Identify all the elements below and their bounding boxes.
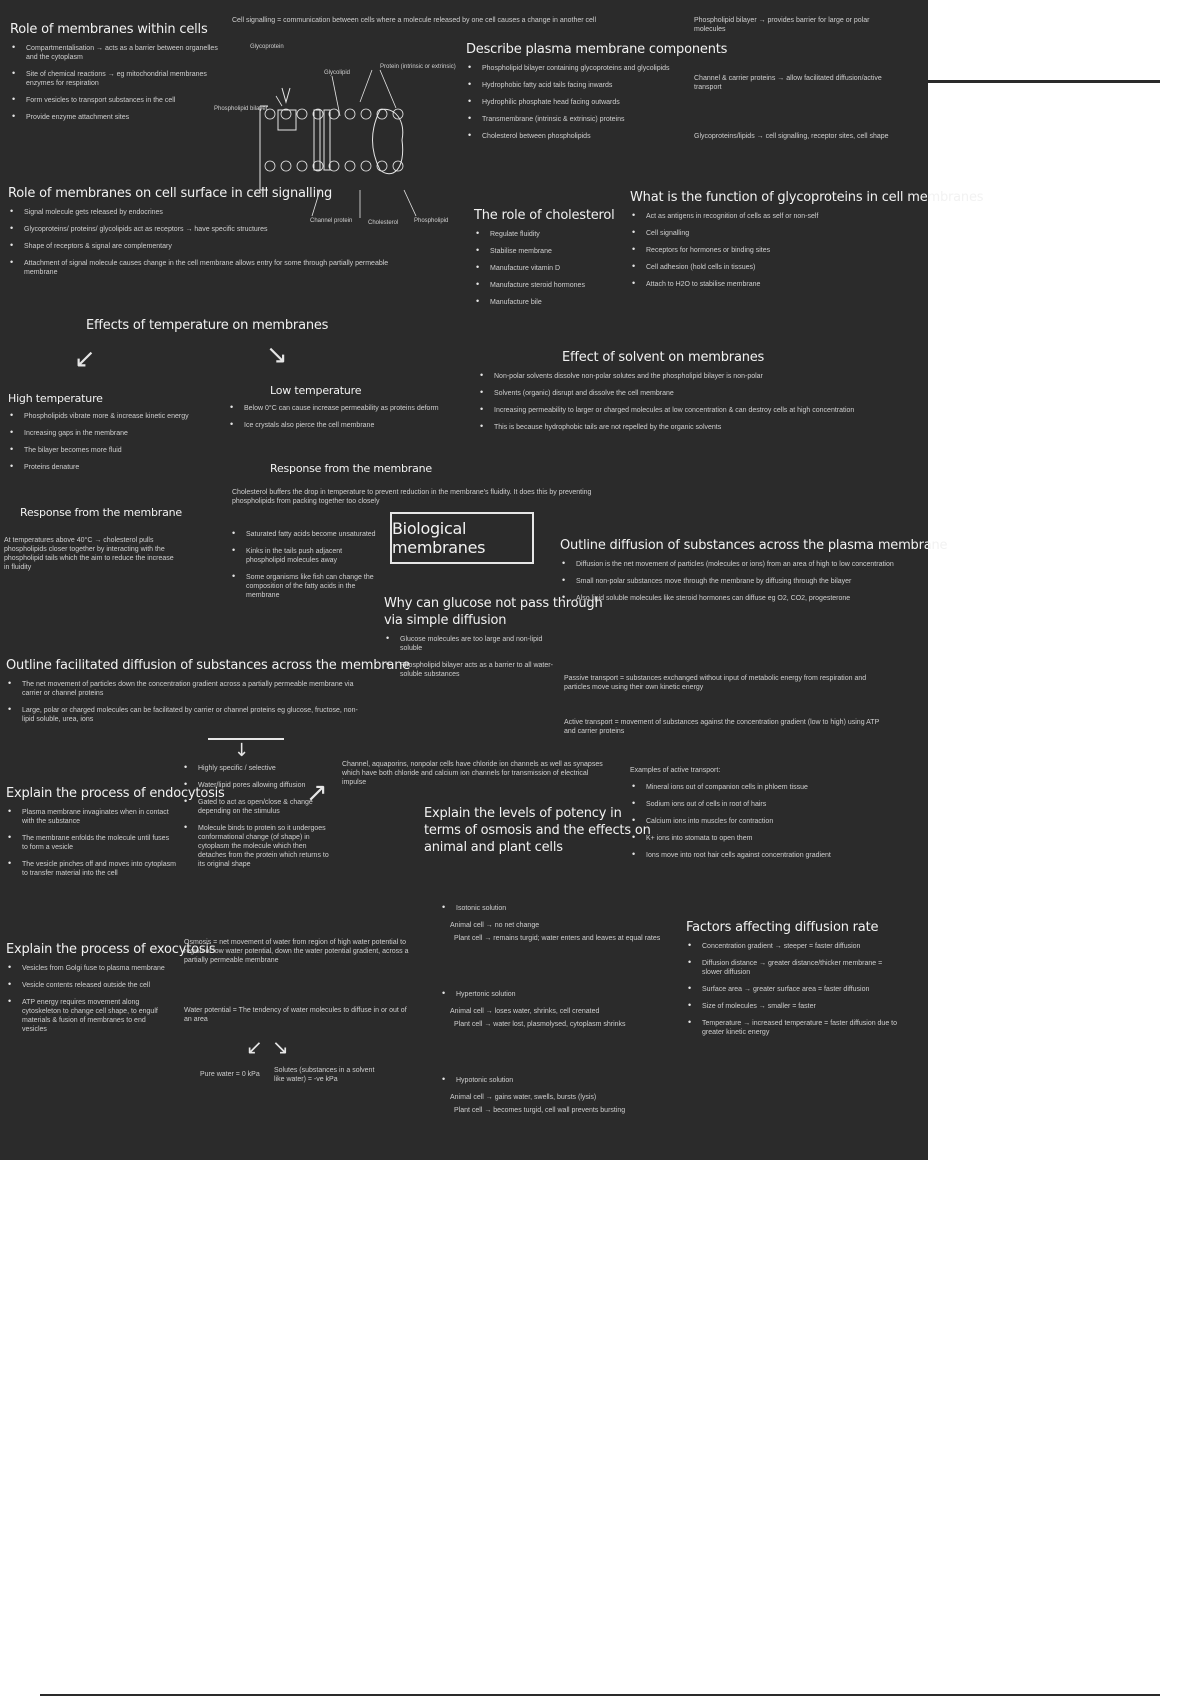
list-item: • Cell signalling: [630, 229, 920, 238]
hypotonic-label: • Hypotonic solution: [440, 1076, 690, 1085]
label-cholesterol: Cholesterol: [368, 220, 399, 226]
right-note: Glycoproteins/lipids → cell signalling, receptor sites, cell shape: [694, 133, 889, 140]
low-response-text: Cholesterol buffers the drop in temperature to prevent reduction in the membrane's fluidity. It does this by preventing phospholipids from packing together too closely: [232, 489, 592, 505]
hypertonic-plant: Plant cell → water lost, plasmolysed, cytoplasm shrinks: [454, 1021, 626, 1028]
phospholipid-head: [393, 109, 403, 119]
solvent-section: [478, 350, 898, 440]
list-item: • Site of chemical reactions → eg mitochondrial membranes enzymes for respiration: [10, 70, 220, 88]
low-temperature-list: [228, 404, 458, 430]
list-item: • ATP energy requires movement along cytoskeleton to change cell shape, to engulf materials & fusion of membranes to end vesicles: [6, 998, 166, 1034]
list-item: • Gated to act as open/close & change depending on the stimulus: [182, 798, 332, 816]
right-note: Phospholipid bilayer → provides barrier for large or polar molecules: [694, 17, 870, 33]
list-item: • Large, polar or charged molecules can be facilitated by carrier or channel proteins eg glucose, fructose, non-lipid soluble, urea, ions: [6, 706, 366, 724]
potency-title-line-3: animal and plant cells: [424, 840, 563, 855]
list-item: • The net movement of particles down the concentration gradient across a partially permeable membrane via carrier or channel proteins: [6, 680, 366, 698]
phospholipid-head: [345, 109, 355, 119]
low-response-list: [230, 530, 380, 600]
bottom-rule: [40, 1694, 1160, 1696]
glycoproteins-section: [630, 190, 984, 297]
phospholipid-head: [345, 161, 355, 171]
exocytosis-list: [6, 964, 166, 1034]
label-protein: Protein (intrinsic or extrinsic): [380, 64, 456, 70]
glycoproteins-title: What is the function of glycoproteins in cell membranes: [630, 190, 984, 205]
solvent-list: [478, 372, 898, 432]
label-glycolipid: Glycolipid: [324, 70, 351, 76]
hypotonic-animal: Animal cell → gains water, swells, bursts (lysis): [450, 1094, 597, 1101]
phospholipid-head: [361, 161, 371, 171]
roles-surface-list: [8, 208, 408, 277]
facilitated-title: Outline facilitated diffusion of substances across the membrane: [6, 658, 411, 673]
phospholipid-head: [297, 109, 307, 119]
plasma-components-list: [466, 64, 696, 141]
arrow-down-left-icon: ↙: [246, 1035, 263, 1059]
label-glycoprotein: Glycoprotein: [250, 44, 284, 50]
list-item: • Mineral ions out of companion cells in phloem tissue: [630, 783, 890, 792]
factors-list: [686, 942, 902, 1037]
list-item: • Small non-polar substances move through the membrane by diffusing through the bilayer: [560, 577, 900, 586]
roles-surface-title: Role of membranes on cell surface in cell signalling: [8, 186, 333, 201]
low-response-list-wrap: [230, 530, 380, 608]
list-item: • Sodium ions out of cells in root of hairs: [630, 800, 890, 809]
list-item: • Regulate fluidity: [474, 230, 634, 239]
exocytosis-title: Explain the process of exocytosis: [6, 942, 216, 957]
factors-section: [686, 920, 902, 1045]
arrow-up-right-icon: ↗: [306, 778, 328, 808]
phospholipid-head: [297, 161, 307, 171]
isotonic-block: [440, 904, 690, 943]
list-item: • Transmembrane (intrinsic & extrinsic) proteins: [466, 115, 696, 124]
central-title: Biological membranes: [392, 519, 486, 557]
list-item: • Manufacture steroid hormones: [474, 281, 634, 290]
list-item: • Receptors for hormones or binding sites: [630, 246, 920, 255]
arrow-down-left-icon: ↙: [74, 344, 96, 374]
arrow-down-icon: ↓: [234, 740, 250, 761]
list-item: • Molecule binds to protein so it undergoes conformational change (of shape) in cytoplasm the molecule which then detaches from the protein which returns to its original shape: [182, 824, 332, 869]
list-item: • Act as antigens in recognition of cells as self or non-self: [630, 212, 920, 221]
glucose-title-line-2: via simple diffusion: [384, 613, 507, 628]
roles-surface-section: [8, 186, 408, 285]
central-title-box: [390, 512, 534, 564]
potency-title-line-1: Explain the levels of potency in: [424, 806, 622, 821]
cell-signalling-note: Cell signalling = communication between cells where a molecule released by one cell causes a change in another cell: [232, 17, 597, 24]
list-item: • Ice crystals also pierce the cell membrane: [228, 421, 458, 430]
label-channel-protein: Channel protein: [310, 218, 353, 224]
low-response-title: Response from the membrane: [270, 462, 432, 475]
list-item: • Below 0°C can cause increase permeability as proteins deform: [228, 404, 458, 413]
active-transport-title: Examples of active transport:: [630, 767, 721, 774]
list-item: • K+ ions into stomata to open them: [630, 834, 890, 843]
glucose-section: [384, 596, 603, 687]
list-item: • Signal molecule gets released by endocrines: [8, 208, 408, 217]
list-item: • Stabilise membrane: [474, 247, 634, 256]
list-item: • Temperature → increased temperature = faster diffusion due to greater kinetic energy: [686, 1019, 902, 1037]
high-temperature-section: [8, 392, 218, 480]
list-item: • This is because hydrophobic tails are not repelled by the organic solvents: [478, 423, 898, 432]
right-note: Channel & carrier proteins → allow facilitated diffusion/active transport: [694, 75, 882, 91]
list-item: • Surface area → greater surface area = faster diffusion: [686, 985, 902, 994]
endocytosis-list: [6, 808, 176, 878]
list-item: • Water/lipid pores allowing diffusion: [182, 781, 332, 790]
channel-note: Channel, aquaporins, nonpolar cells have chloride ion channels as well as synapses which have both chloride and calcium ion channels for transmission of electrical impulse: [342, 761, 603, 786]
glycoproteins-list: [630, 212, 920, 289]
plasma-components-title: Describe plasma membrane components: [466, 42, 728, 57]
list-item: • Calcium ions into muscles for contraction: [630, 817, 890, 826]
cholesterol-list: [474, 230, 634, 307]
list-item: • Size of molecules → smaller = faster: [686, 1002, 902, 1011]
label-phospholipid: Phospholipid: [414, 218, 449, 224]
list-item: • Manufacture bile: [474, 298, 634, 307]
plasma-components-section: [466, 42, 728, 149]
solutes-text: Solutes (substances in a solvent like water) = -ve kPa: [274, 1067, 375, 1083]
factors-title: Factors affecting diffusion rate: [686, 920, 879, 935]
hypotonic-block: [440, 1076, 690, 1115]
list-item: • Vesicles from Golgi fuse to plasma membrane: [6, 964, 166, 973]
facilitated-list: [6, 680, 366, 724]
isotonic-animal: Animal cell → no net change: [450, 922, 540, 929]
list-item: • Provide enzyme attachment sites: [10, 113, 220, 122]
cholesterol-section: [474, 208, 634, 315]
list-item: • Cell adhesion (hold cells in tissues): [630, 263, 920, 272]
list-item: • Attachment of signal molecule causes change in the cell membrane allows entry for some through partially permeable membrane: [8, 259, 408, 277]
list-item: • Highly specific / selective: [182, 764, 332, 773]
diffusion-list: [560, 560, 900, 603]
high-temperature-list: [8, 412, 218, 472]
active-transport-section: [630, 766, 890, 868]
hypertonic-label: • Hypertonic solution: [440, 990, 690, 999]
potency-title-line-2: terms of osmosis and the effects on: [424, 823, 651, 838]
high-response-title: Response from the membrane: [20, 506, 182, 519]
list-item: • Diffusion distance → greater distance/thicker membrane = slower diffusion: [686, 959, 902, 977]
list-item: • Form vesicles to transport substances in the cell: [10, 96, 220, 105]
list-item: • Solvents (organic) disrupt and dissolve the cell membrane: [478, 389, 898, 398]
list-item: • Non-polar solvents dissolve non-polar solutes and the phospholipid bilayer is non-polar: [478, 372, 898, 381]
list-item: • Saturated fatty acids become unsaturated: [230, 530, 380, 539]
active-transport-text: Active transport = movement of substances against the concentration gradient (low to high) using ATP and carrier proteins: [564, 719, 880, 735]
list-item: • Attach to H2O to stabilise membrane: [630, 280, 920, 289]
list-item: • Compartmentalisation → acts as a barrier between organelles and the cytoplasm: [10, 44, 220, 62]
potency-section: [424, 806, 651, 862]
arrow-down-right-icon: ↘: [266, 340, 288, 370]
solvent-title: Effect of solvent on membranes: [562, 350, 765, 365]
cholesterol-title: The role of cholesterol: [474, 208, 615, 223]
diffusion-section: [560, 538, 948, 611]
facilitated-section: [6, 658, 411, 732]
list-item: • Increasing permeability to larger or charged molecules at low concentration & can destroy cells at high concentration: [478, 406, 898, 415]
low-temperature-title: Low temperature: [270, 384, 362, 397]
list-item: • Manufacture vitamin D: [474, 264, 634, 273]
list-item: • Phospholipids vibrate more & increase kinetic energy: [8, 412, 218, 421]
hypotonic-plant: Plant cell → becomes turgid, cell wall prevents bursting: [454, 1107, 626, 1114]
exocytosis-section: [6, 942, 216, 1042]
list-item: • Increasing gaps in the membrane: [8, 429, 218, 438]
glucose-title-line-1: Why can glucose not pass through: [384, 596, 603, 611]
endocytosis-section: [6, 786, 225, 886]
list-item: • Diffusion is the net movement of particles (molecules or ions) from an area of high to low concentration: [560, 560, 900, 569]
list-item: • Kinks in the tails push adjacent phospholipid molecules away: [230, 547, 380, 565]
label-bilayer: Phospholipid bilayer: [214, 106, 268, 112]
water-potential-text: Water potential = The tendency of water molecules to diffuse in or out of an area: [184, 1007, 407, 1023]
phospholipid-head: [281, 161, 291, 171]
osmosis-text: Osmosis = net movement of water from region of high water potential to region of low water potential, down the water potential gradient, across a partially permeable membrane: [184, 939, 409, 964]
top-rule: [928, 80, 1160, 83]
hypertonic-animal: Animal cell → loses water, shrinks, cell crenated: [450, 1008, 600, 1015]
roles-within-title: Role of membranes within cells: [10, 22, 208, 37]
arrow-down-right-icon: ↘: [272, 1035, 289, 1059]
high-response-section: [20, 506, 190, 526]
diffusion-title: Outline diffusion of substances across the plasma membrane: [560, 538, 948, 553]
list-item: • Hydrophilic phosphate head facing outwards: [466, 98, 696, 107]
list-item: • The vesicle pinches off and moves into cytoplasm to transfer material into the cell: [6, 860, 176, 878]
endocytosis-title: Explain the process of endocytosis: [6, 786, 225, 801]
list-item: • Hydrophobic fatty acid tails facing inwards: [466, 81, 696, 90]
list-item: • Shape of receptors & signal are complementary: [8, 242, 408, 251]
list-item: • Plasma membrane invaginates when in contact with the substance: [6, 808, 176, 826]
list-item: • The membrane enfolds the molecule until fuses to form a vesicle: [6, 834, 176, 852]
phospholipid-head: [265, 161, 275, 171]
list-item: • Some organisms like fish can change the composition of the fatty acids in the membrane: [230, 573, 380, 600]
low-temperature-section: [228, 384, 458, 438]
list-item: • Proteins denature: [8, 463, 218, 472]
pure-water-text: Pure water = 0 kPa: [200, 1071, 260, 1078]
passive-transport-text: Passive transport = substances exchanged without input of metabolic energy from respiration and particles move using their own kinetic energy: [564, 675, 867, 691]
phospholipid-head: [361, 109, 371, 119]
list-item: • Cholesterol between phospholipids: [466, 132, 696, 141]
list-item: • Glycoproteins/ proteins/ glycolipids act as receptors → have specific structures: [8, 225, 408, 234]
list-item: • The bilayer becomes more fluid: [8, 446, 218, 455]
list-item: • Also lipid soluble molecules like steroid hormones can diffuse eg O2, CO2, progesterone: [560, 594, 900, 603]
list-item: • Glucose molecules are too large and non-lipid soluble: [384, 635, 554, 653]
list-item: • Concentration gradient → steeper = faster diffusion: [686, 942, 902, 951]
high-response-text: At temperatures above 40°C → cholesterol pulls phospholipids closer together by interacting with the phospholipid tails which the aim to reduce the increase in fluidity: [4, 537, 174, 571]
isotonic-plant: Plant cell → remains turgid; water enters and leaves at equal rates: [454, 935, 661, 942]
list-item: • Vesicle contents released outside the cell: [6, 981, 166, 990]
low-response-section: [270, 462, 432, 482]
roles-within-section: [10, 22, 220, 130]
roles-within-list: [10, 44, 220, 122]
list-item: • Phospholipid bilayer acts as a barrier to all water-soluble substances: [384, 661, 554, 679]
list-item: • Ions move into root hair cells against concentration gradient: [630, 851, 890, 860]
active-transport-list: [630, 783, 890, 860]
hypertonic-block: [440, 990, 690, 1029]
isotonic-label: • Isotonic solution: [440, 904, 690, 913]
temperature-title: Effects of temperature on membranes: [86, 318, 329, 333]
list-item: • Phospholipid bilayer containing glycoproteins and glycolipids: [466, 64, 696, 73]
high-temperature-title: High temperature: [8, 392, 103, 405]
